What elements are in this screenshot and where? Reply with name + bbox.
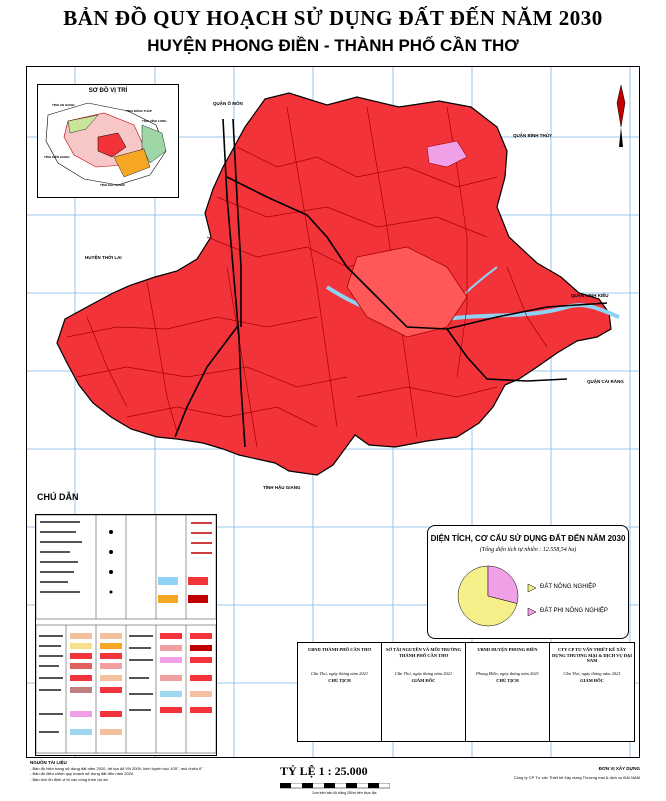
inset-title: SƠ ĐỒ VỊ TRÍ (88, 88, 128, 94)
legend-title: CHÚ DẪN (37, 492, 79, 502)
signature-org: UBND HUYỆN PHONG ĐIỀN (477, 647, 538, 652)
sources-title: NGUỒN TÀI LIỆU (30, 760, 67, 765)
map-scale: TỶ LỆ 1 : 25.000 (280, 764, 368, 778)
source-item: - Bản đồ hiện trạng sử dụng đất năm 2020, hệ tọa độ VN 2000, kinh tuyến trục 105°, múi chiếu 6° (30, 765, 203, 771)
chart-title: DIỆN TÍCH, CƠ CẤU SỬ DỤNG ĐẤT ĐẾN NĂM 2030 (430, 534, 626, 543)
legend-swatch-non-agri (528, 608, 536, 616)
chart-subtitle: (Tổng diện tích tự nhiên : 12.558,54 ha) (479, 547, 577, 553)
signature-role: GIÁM ĐỐC (580, 678, 604, 683)
signature-date: Cần Thơ, ngày tháng năm 2021 (310, 671, 369, 676)
label-ninh-kieu: QUẬN NINH KIỀU (571, 293, 609, 298)
legend-non-agri-label: ĐẤT PHI NÔNG NGHIỆP (540, 608, 608, 614)
label-thoi-lai: HUYỆN THỚI LAI (85, 255, 122, 260)
signature-date: Cần Thơ, ngày tháng năm 2021 (394, 671, 453, 676)
signature-org: SỞ TÀI NGUYÊN VÀ MÔI TRƯỜNG THÀNH PHỐ CẦN THƠ (386, 647, 461, 658)
signature-table (297, 642, 635, 742)
signature-column (382, 643, 466, 741)
signature-column (466, 643, 550, 741)
inset-label-kien-giang: TỈNH KIÊN GIANG (44, 155, 70, 159)
signature-role: CHỦ TỊCH (496, 678, 519, 683)
label-binh-thuy: QUẬN BÌNH THỦY (513, 133, 552, 138)
map-title: BẢN ĐỒ QUY HOẠCH SỬ DỤNG ĐẤT ĐẾN NĂM 2030 (63, 6, 603, 30)
label-o-mon: QUẬN Ô MÔN (213, 101, 243, 106)
north-arrow-icon (617, 85, 625, 147)
producer-name: Công ty CP Tư vấn Thiết kế Xây dựng Thương mại & dịch vụ ĐẠI NAM (513, 775, 640, 780)
signature-role: CHỦ TỊCH (328, 678, 351, 683)
legend-agri-label: ĐẤT NÔNG NGHIỆP (540, 584, 597, 590)
land-use-chart (427, 525, 629, 639)
label-cai-rang: QUẬN CÁI RĂNG (587, 379, 624, 384)
legend-swatch-agri (528, 584, 536, 592)
signature-column (298, 643, 382, 741)
pie-chart-canvas (428, 526, 628, 638)
source-item: - Bản tích ổn định vị trí các công trình dự án (30, 776, 108, 782)
signature-column (550, 643, 634, 741)
inset-label-vinh-long: TỈNH VĨNH LONG (142, 119, 167, 123)
producer-info (490, 766, 640, 780)
signature-org: CTY CP TƯ VẤN THIẾT KẾ XÂY DỰNG THƯƠNG MẠI & DỊCH VỤ ĐẠI NAM (552, 647, 633, 663)
signature-role: GIÁM ĐỐC (411, 678, 436, 683)
inset-canvas (38, 85, 178, 197)
location-inset-map (37, 84, 179, 198)
scale-bar (280, 783, 390, 789)
signature-date: Phong Điền, ngày tháng năm 2021 (476, 671, 539, 676)
inset-label-hau-giang: TỈNH HẬU GIANG (100, 183, 125, 187)
map-subtitle: HUYỆN PHONG ĐIỀN - THÀNH PHỐ CẦN THƠ (147, 36, 519, 55)
signature-date: Cần Thơ, ngày tháng năm 2021 (563, 671, 621, 676)
producer-label: ĐƠN VỊ XÂY DỰNG (598, 766, 640, 771)
scale-caption: 1cm trên bản đồ bằng 250m trên thực địa (312, 791, 377, 795)
map-frame (26, 66, 640, 758)
data-sources (30, 760, 260, 782)
legend-canvas (36, 515, 216, 755)
inset-label-dong-thap: TỈNH ĐỒNG THÁP (126, 109, 152, 113)
signature-org: UBND THÀNH PHỐ CẦN THƠ (307, 647, 372, 652)
inset-label-an-giang: TỈNH AN GIANG (52, 103, 75, 107)
source-item: - Bản đồ điều chỉnh quy hoạch sử dụng đất đến năm 2020. (30, 771, 135, 776)
label-hau-giang: TỈNH HẬU GIANG (263, 485, 301, 490)
legend-table (35, 514, 217, 756)
